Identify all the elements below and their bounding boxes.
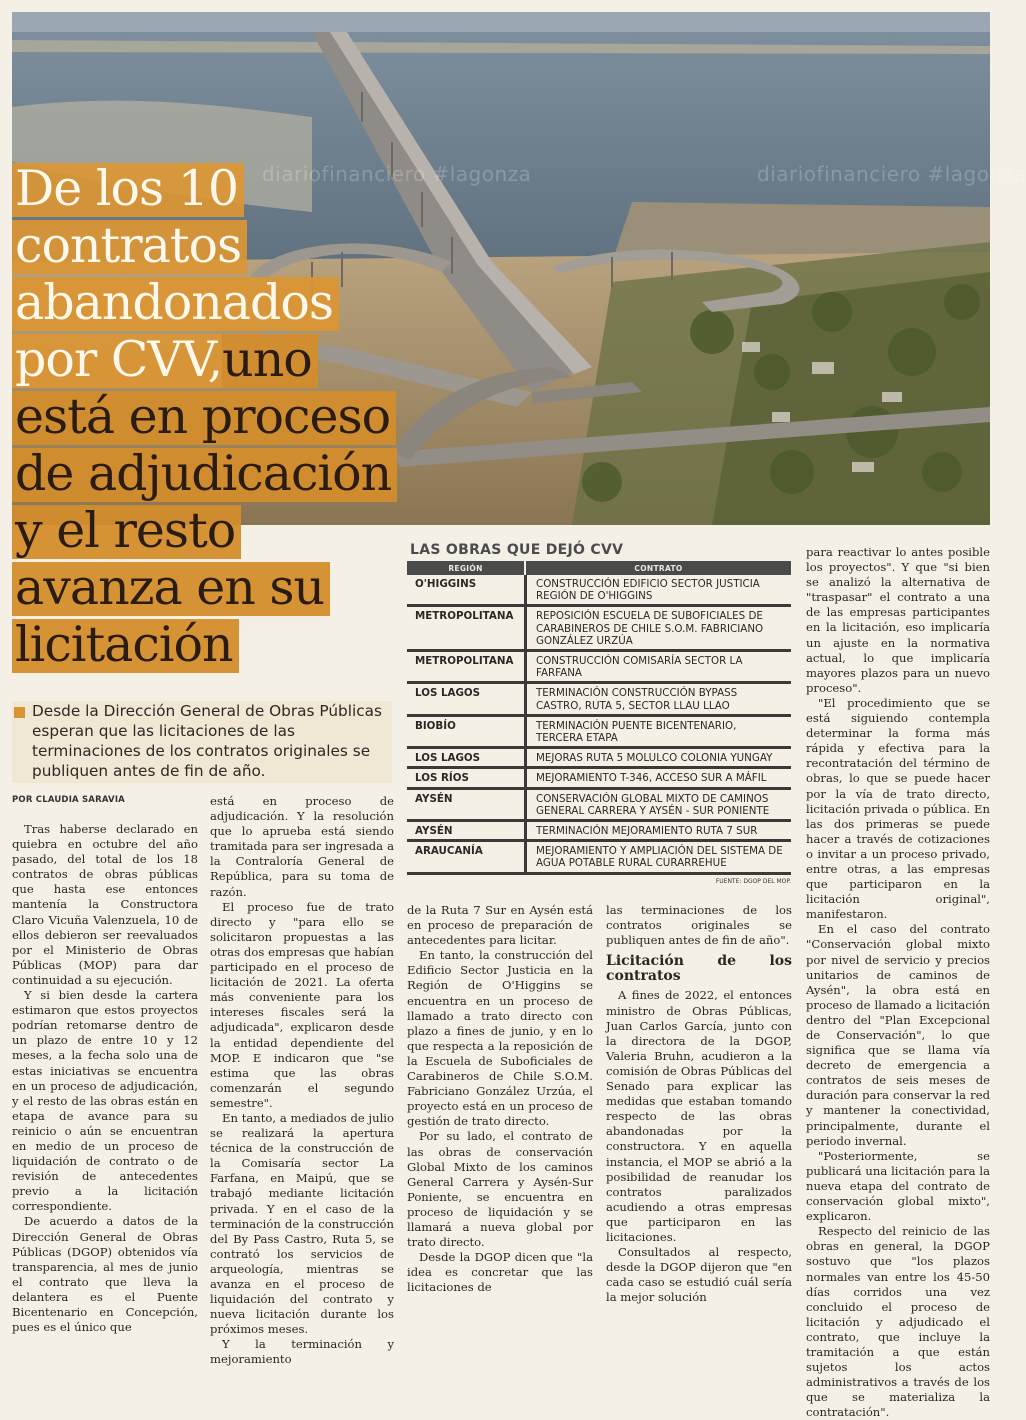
deck-text: Desde la Dirección General de Obras Públicas esperan que las licitaciones de las terminaciones de los contratos originales se publiquen antes de fin de año. (32, 702, 382, 780)
paragraph: de la Ruta 7 Sur en Aysén está en proceso de preparación de antecedentes para licitar. (407, 903, 593, 948)
photo-watermark: diariofinanciero #lagonza (757, 162, 1026, 186)
table-cell-region: LOS LAGOS (407, 749, 524, 769)
table-cell-region: METROPOLITANA (407, 652, 524, 684)
table-row (407, 652, 791, 684)
table-cell-contrato: CONSERVACIÓN GLOBAL MIXTO DE CAMINOS GENERAL CARRERA Y AYSÉN - SUR PONIENTE (524, 790, 791, 822)
paragraph: El proceso fue de trato directo y "para ello se solicitaron propuestas a las otras dos empresas que habían participado en el proceso de licitación de 2021. La oferta más conveniente para los intereses fiscales será la adjudicada", explicaron desde la entidad dependiente del MOP. E indicaron que "se estima que las obras comenzarán el segundo semestre". (210, 899, 394, 1110)
paragraph: Tras haberse declarado en quiebra en octubre del año pasado, del total de los 18 contratos de obras públicas que hasta ese entonces mantenía la Constructora Claro Vicuña Valenzuela, 10 de ellos debieron ser reevaluados por el Ministerio de Obras Públicas (MOP) para dar continuidad a su ejecución. (12, 822, 198, 987)
table-row (407, 607, 791, 652)
paragraph: A fines de 2022, el entonces ministro de Obras Públicas, Juan Carlos García, junto con la directora de la DGOP, Valeria Bruhn, acudieron a la comisión de Obras Públicas del Senado para explicar las medidas que estaban tomando respecto de las obras abandonadas por la constructora. Y en aquella instancia, el MOP se abrió a la posibilidad de reanudar los contratos paralizados acudiendo a otras empresas que participaron en las licitaciones. (606, 988, 792, 1244)
works-table-box (407, 542, 793, 885)
table-cell-contrato: MEJORAMIENTO Y AMPLIACIÓN DEL SISTEMA DE AGUA POTABLE RURAL CURARREHUE (524, 842, 791, 874)
paragraph: De acuerdo a datos de la Dirección General de Obras Públicas (DGOP) obtenidos vía transparencia, al mes de junio el contrato que lleva la delantera es el Puente Bicentenario en Concepción, pues es el único que (12, 1214, 198, 1335)
table-cell-contrato: TERMINACIÓN CONSTRUCCIÓN BYPASS CASTRO, RUTA 5, SECTOR LLAU LLAO (524, 684, 791, 716)
headline-line: y el resto (12, 505, 241, 559)
bullet-square-icon (14, 707, 25, 718)
table-cell-contrato: MEJORAS RUTA 5 MOLULCO COLONIA YUNGAY (524, 749, 791, 769)
article-column-5 (806, 545, 990, 1420)
works-table-body (407, 575, 791, 875)
paragraph: Por su lado, el contrato de las obras de conservación Global Mixto de los caminos General Carrera y Aysén-Sur Poniente, se encuentra en proceso de liquidación y se llamará a nueva global por trato directo. (407, 1129, 593, 1250)
photo-watermark: diariofinanciero #lagonza (262, 162, 532, 186)
table-row (407, 684, 791, 716)
table-cell-region: AYSÉN (407, 822, 524, 842)
table-cell-contrato: MEJORAMIENTO T-346, ACCESO SUR A MÁFIL (524, 769, 791, 789)
table-cell-contrato: TERMINACIÓN MEJORAMIENTO RUTA 7 SUR (524, 822, 791, 842)
paragraph: está en proceso de adjudicación. Y la resolución que lo aprueba está siendo tramitada para ser ingresada a la Contraloría General de República, para su toma de razón. (210, 794, 394, 899)
paragraph: En el caso del contrato "Conservación global mixto por nivel de servicio y precios unitarios de caminos de Aysén", la obra está en proceso de llamado a licitación dentro del "Plan Excepcional de Conservación", lo que significa que se llama vía decreto de emergencia a contratos de seis meses de duración para conservar la red y mantener la conectividad, principalmente, durante el periodo invernal. (806, 922, 990, 1148)
byline: POR CLAUDIA SARAVIA (12, 795, 125, 805)
table-cell-region: METROPOLITANA (407, 607, 524, 652)
headline-line: está en proceso (12, 391, 396, 445)
headline-line: por CVV, (12, 334, 222, 388)
table-row (407, 790, 791, 822)
table-cell-region: LOS LAGOS (407, 684, 524, 716)
table-row (407, 842, 791, 874)
headline-line: licitación (12, 619, 239, 673)
table-title: LAS OBRAS QUE DEJÓ CVV (410, 542, 624, 558)
table-header-contrato: CONTRATO (524, 561, 791, 575)
paragraph: Y la terminación y mejoramiento (210, 1337, 394, 1367)
table-cell-region: ARAUCANÍA (407, 842, 524, 874)
paragraph: para reactivar lo antes posible los proyectos". Y que "si bien se analizó la alternativa de "traspasar" el contrato a una de las empresas participantes en la licitación, eso implicaría un ajuste en la normativa actual, lo que implicaría mayores plazos para un nuevo proceso". (806, 545, 990, 695)
headline (12, 160, 412, 676)
table-row (407, 717, 791, 749)
headline-line: De los 10 (12, 163, 244, 217)
paragraph: "Posteriormente, se publicará una licitación para la nueva etapa del contrato de conservación global mixto", explicaron. (806, 1148, 990, 1224)
paragraph: Y si bien desde la cartera estimaron que estos proyectos podrían retomarse dentro de un plazo de entre 10 y 12 meses, a la fecha solo una de estas iniciativas se encuentra en un proceso de adjudicación, y el resto de las obras están en etapa de avance para su reinicio o aún se encuentran en medio de un proceso de liquidación de contrato o de revisión de antecedentes previo a la licitación correspondiente. (12, 988, 198, 1214)
paragraph: las terminaciones de los contratos originales se publiquen antes de fin de año". (606, 903, 792, 948)
paragraph: En tanto, a mediados de julio se realizará la apertura técnica de la construcción de la Comisaría sector La Farfana, en Maipú, que se trabajó mediante licitación privada. Y en el caso de la terminación de la construcción del By Pass Castro, Ruta 5, se contrató los servicios de arqueología, mientras se avanza en el proceso de liquidación del contrato y nueva licitación durante los próximos meses. (210, 1110, 394, 1337)
table-row (407, 769, 791, 789)
subheading: Licitación de los contratos (606, 953, 792, 985)
table-header-region: REGIÓN (407, 561, 524, 575)
headline-line: abandonados (12, 277, 339, 331)
article-column-4 (606, 903, 792, 1305)
table-cell-region: LOS RÍOS (407, 769, 524, 789)
article-deck (12, 701, 392, 783)
paragraph: En tanto, la construcción del Edificio Sector Justicia en la Región de O'Higgins se encuentra en un proceso de llamado a trato directo con plazo a fines de junio, y en lo que respecta a la reposición de la Escuela de Suboficiales de Carabineros de Chile S.O.M. Fabriciano González Urzúa, el proyecto está en un proceso de gestión de trato directo. (407, 948, 593, 1129)
table-cell-contrato: TERMINACIÓN PUENTE BICENTENARIO, TERCERA ETAPA (524, 717, 791, 749)
table-cell-contrato: REPOSICIÓN ESCUELA DE SUBOFICIALES DE CARABINEROS DE CHILE S.O.M. FABRICIANO GONZÁLEZ URZÚA (524, 607, 791, 652)
table-cell-contrato: CONSTRUCCIÓN EDIFICIO SECTOR JUSTICIA REGIÓN DE O'HIGGINS (524, 575, 791, 607)
headline-line: de adjudicación (12, 448, 397, 502)
table-row (407, 822, 791, 842)
table-cell-region: O'HIGGINS (407, 575, 524, 607)
table-cell-contrato: CONSTRUCCIÓN COMISARÍA SECTOR LA FARFANA (524, 652, 791, 684)
headline-line: contratos (12, 220, 247, 274)
paragraph: "El procedimiento que se está siguiendo contempla determinar la forma más rápida y efectiva para la recontratación del término de obras, lo que se puede hacer por la vía de trato directo, licitación privada o pública. En las dos primeras se puede hacer a través de cotizaciones o invitar a un proceso privado, entre otras, a las empresas que participaron en la licitación original", manifestaron. (806, 695, 990, 922)
works-table (407, 561, 791, 875)
article-column-3 (407, 903, 593, 1295)
table-cell-region: BIOBÍO (407, 717, 524, 749)
paragraph: Desde la DGOP dicen que "la idea es concretar que las licitaciones de (407, 1250, 593, 1295)
article-column-2 (210, 794, 394, 1368)
paragraph: Respecto del reinicio de las obras en general, la DGOP sostuvo que "los plazos normales van entre los 45-50 días corridos una vez concluido el proceso de licitación y adjudicado el contrato, que incluye la tramitación a que están sujetos los actos administrativos a través de los que se materializa la contratación". (806, 1224, 990, 1420)
headline-line: uno (222, 334, 318, 388)
table-row (407, 749, 791, 769)
table-row (407, 575, 791, 607)
table-cell-region: AYSÉN (407, 790, 524, 822)
paragraph: Consultados al respecto, desde la DGOP dijeron que "en cada caso se estudió cuál sería la mejor solución (606, 1245, 792, 1305)
headline-line: avanza en su (12, 562, 330, 616)
table-source: FUENTE: DGOP DEL MOP. (715, 877, 791, 885)
article-column-1 (12, 822, 198, 1335)
